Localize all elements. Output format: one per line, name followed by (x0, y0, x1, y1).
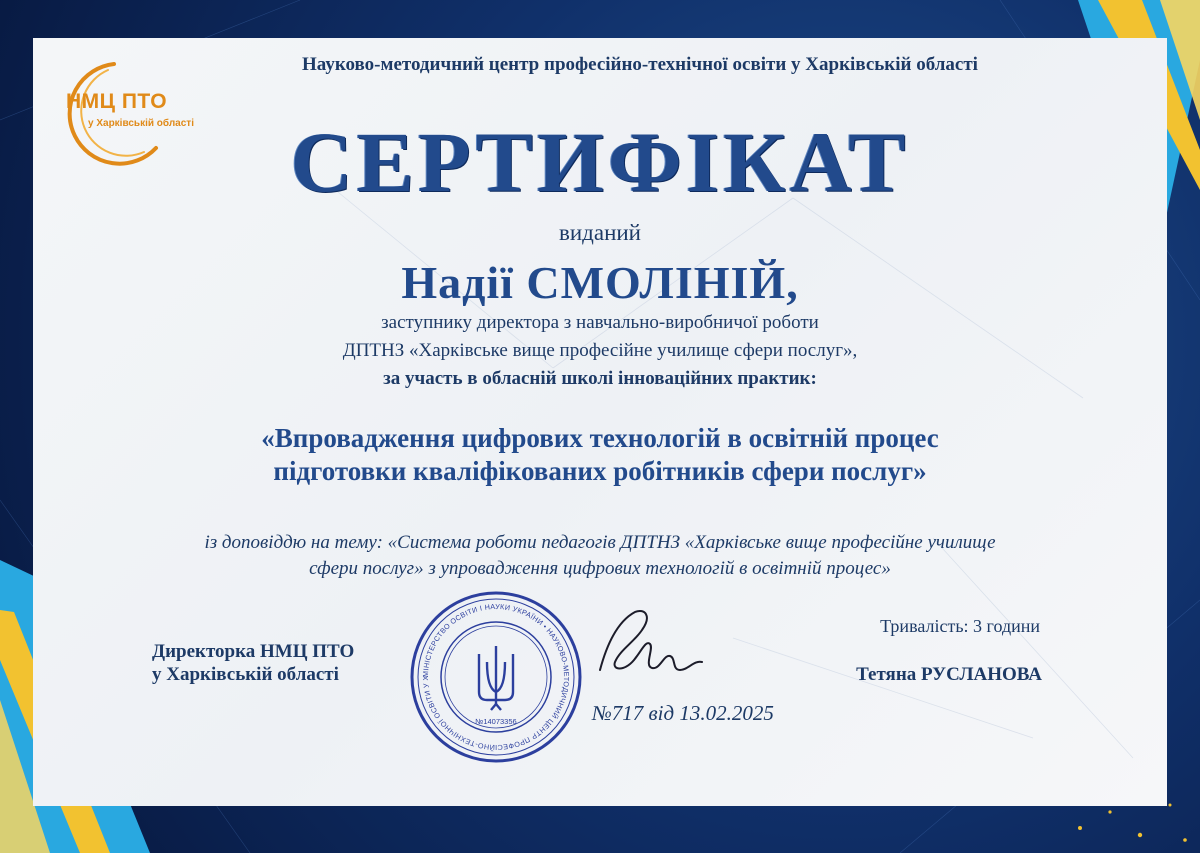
recipient-position-line1: заступнику директора з навчально-виробничої роботи (381, 312, 819, 333)
event-title-line2: підготовки кваліфікованих робітників сфери послуг» (273, 456, 927, 486)
certificate-title: СЕРТИФІКАТ (290, 114, 910, 210)
director-title-line1: Директорка НМЦ ПТО (152, 641, 355, 662)
stamp-ring-text: МІНІСТЕРСТВО ОСВІТИ І НАУКИ УКРАЇНИ • НАУКОВО-МЕТОДИЧНИЙ ЦЕНТР ПРОФЕСІЙНО-ТЕХНІЧНОЇ ОСВІТИ У Х (420, 601, 572, 753)
organization-header: Науково-методичний центр професійно-технічної освіти у Харківській області (302, 54, 978, 75)
official-stamp (407, 588, 585, 766)
report-topic-line2: сфери послуг» з упровадження цифрових технологій в освітній процес» (309, 558, 891, 579)
signer-name: Тетяна РУСЛАНОВА (856, 664, 1042, 685)
recipient-position-line2: ДПТНЗ «Харківське вище професійне училище сфери послуг», (342, 340, 858, 361)
stamp-code: №14073356 (475, 717, 517, 726)
handwritten-signature (590, 600, 720, 690)
duration-label: Тривалість: 3 години (880, 616, 1040, 636)
sparkles-decoration (1078, 804, 1187, 842)
director-title-line2: у Харківській області (152, 664, 339, 685)
participation-statement: за участь в обласній школі інноваційних практик: (383, 368, 817, 389)
signature-icon (590, 600, 720, 690)
stamp-seal-icon (407, 588, 585, 766)
logo-title: НМЦ ПТО (66, 90, 168, 113)
logo-subtitle: у Харківській області (88, 118, 194, 129)
recipient-name: Надії СМОЛІНІЙ, (401, 257, 799, 308)
report-topic-line1: із доповіддю на тему: «Система роботи педагогів ДПТНЗ «Харківське вище професійне училище (204, 532, 996, 553)
issued-label: виданий (558, 220, 641, 245)
document-number: №717 від 13.02.2025 (592, 701, 774, 725)
event-title-line1: «Впровадження цифрових технологій в освітній процес (261, 423, 939, 453)
